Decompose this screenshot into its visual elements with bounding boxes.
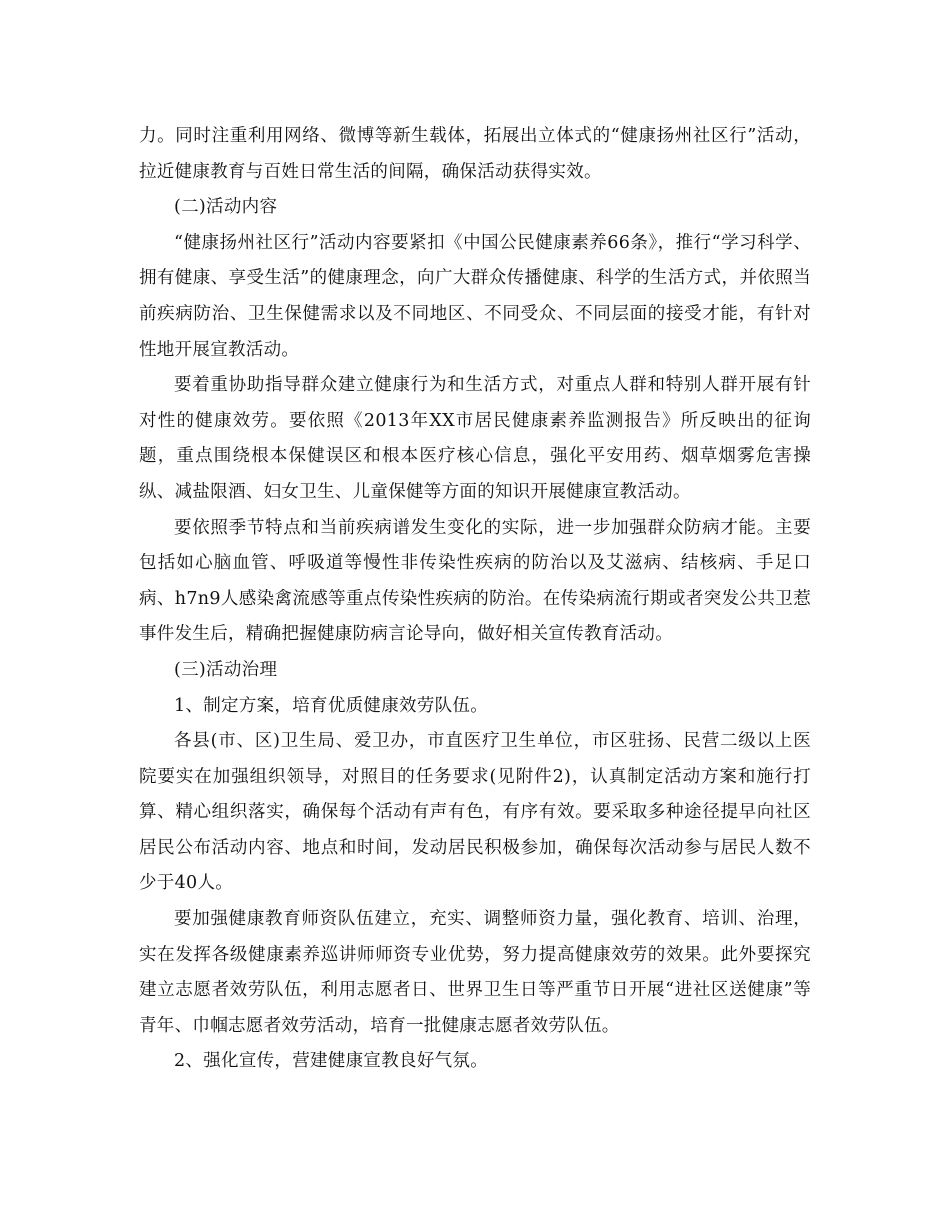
document-body — [139, 119, 811, 1080]
paragraph-organization: 各县(市、区)卫生局、爱卫办，市直医疗卫生单位，市区驻扬、民营二级以上医院要实在加强组织领导，对照目的任务要求(见附件2)，认真制定活动方案和施行打算、精心组织落实，确保每个活动有声有色，有序有效。要采取多种途径提早向社区居民公布活动内容、地点和时间，发动居民积极参加，确保每次活动参与居民人数不少于40人。 — [139, 731, 811, 894]
section-heading-activity-content: (二)活动内容 — [174, 197, 278, 218]
paragraph-activity-content: “健康扬州社区行”活动内容要紧扣《中国公民健康素养66条》，推行“学习科学、拥有健康、享受生活”的健康理念，向广大群众传播健康、科学的生活方式，并依照当前疾病防治、卫生保健需求以及不同地区、不同受众、不同层面的接受才能，有针对性地开展宣教活动。 — [139, 232, 811, 360]
paragraph-disease-prevention: 要依照季节特点和当前疾病谱发生变化的实际，进一步加强群众防病才能。主要包括如心脑血管、呼吸道等慢性非传染性疾病的防治以及艾滋病、结核病、手足口病、h7n9人感染禽流感等重点传染性疾病的防治。在传染病流行期或者突发公共卫惹事件发生后，精确把握健康防病言论导向，做好相关宣传教育活动。 — [139, 517, 811, 645]
paragraph-health-behavior: 要着重协助指导群众建立健康行为和生活方式，对重点人群和特别人群开展有针对性的健康效劳。要依照《2013年XX市居民健康素养监测报告》所反映出的征询题，重点围绕根本保健误区和根本医疗核心信息，强化平安用药、烟草烟雾危害操纵、减盐限酒、妇女卫生、儿童保健等方面的知识开展健康宣教活动。 — [139, 375, 811, 502]
section-heading-activity-management: (三)活动治理 — [174, 659, 278, 680]
subheading-publicity: 2、强化宣传，营建健康宣教良好气氛。 — [174, 1051, 489, 1072]
paragraph-continuation: 力。同时注重利用网络、微博等新生载体，拓展出立体式的“健康扬州社区行”活动，拉近健康教育与百姓日常生活的间隔，确保活动获得实效。 — [139, 126, 811, 182]
subheading-plan-team: 1、制定方案，培育优质健康效劳队伍。 — [174, 695, 489, 716]
paragraph-teacher-team: 要加强健康教育师资队伍建立，充实、调整师资力量，强化教育、培训、治理，实在发挥各级健康素养巡讲师师资专业优势，努力提高健康效劳的效果。此外要探究建立志愿者效劳队伍，利用志愿者日、世界卫生日等严重节日开展“进社区送健康”等青年、巾帼志愿者效劳活动，培育一批健康志愿者效劳队伍。 — [139, 909, 811, 1036]
